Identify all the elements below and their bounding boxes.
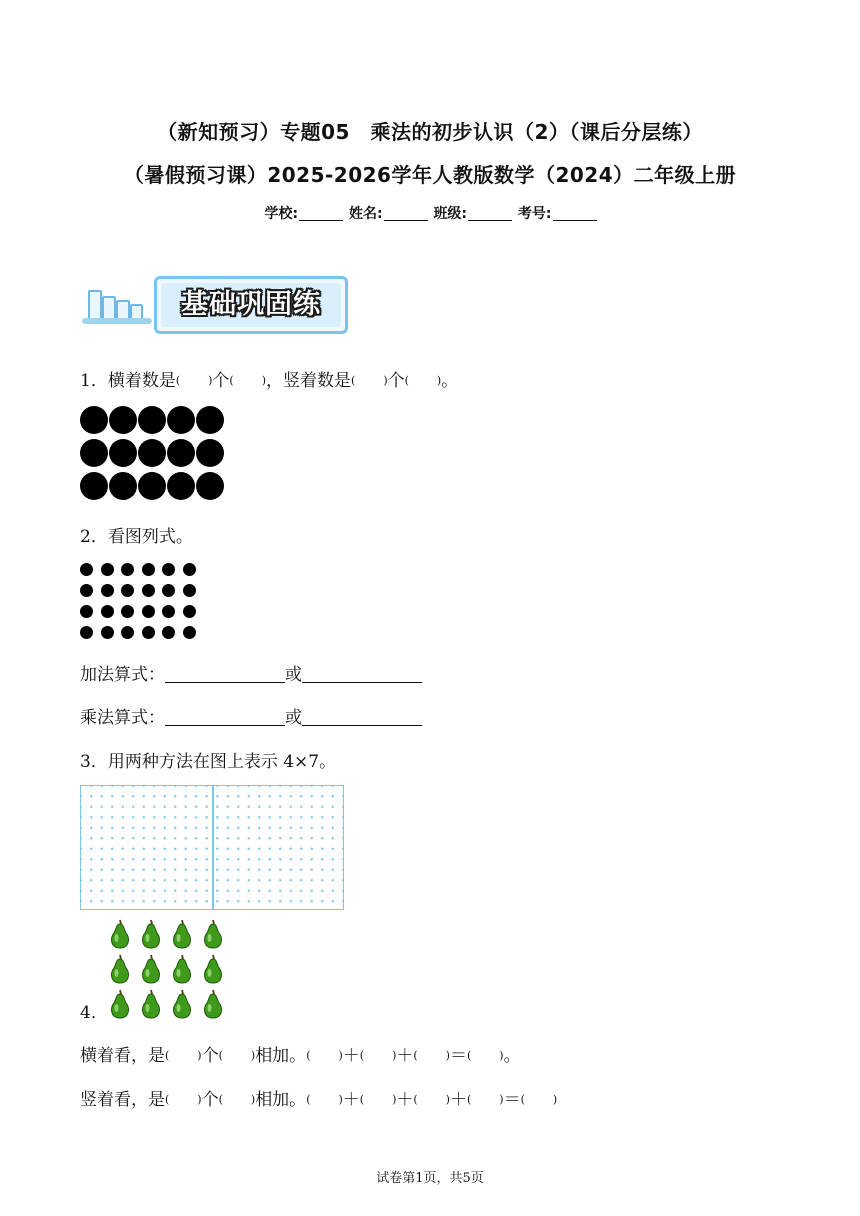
small-dot: [121, 626, 134, 639]
exam-number-field[interactable]: [553, 206, 597, 221]
answer-blank[interactable]: ( ): [175, 374, 213, 387]
q4-text: 竖着看，是: [80, 1090, 165, 1110]
grid-divider: [212, 786, 214, 909]
big-dot: [196, 472, 224, 500]
q2-prompt: 2．看图列式。: [80, 527, 193, 547]
addition-blank-1[interactable]: [165, 666, 285, 683]
small-dot: [183, 626, 196, 639]
big-dot: [196, 439, 224, 467]
pear-icon: [107, 918, 133, 950]
or-text: 或: [285, 665, 302, 685]
answer-blank[interactable]: ( ): [413, 1093, 450, 1106]
answer-blank[interactable]: ( ): [359, 1093, 397, 1106]
pear-icon: [169, 988, 195, 1020]
big-dot: [138, 472, 166, 500]
title-line-2: （暑假预习课）2025-2026学年人教版数学（2024）二年级上册: [123, 163, 737, 187]
small-dot: [162, 584, 175, 597]
answer-blank[interactable]: ( ): [306, 1093, 343, 1106]
small-dot: [121, 605, 134, 618]
big-dot: [138, 406, 166, 434]
pear-icon: [138, 953, 164, 985]
small-dot: [80, 563, 93, 576]
multiplication-label: 乘法算式：: [80, 708, 165, 728]
pear-icon: [200, 988, 226, 1020]
q4-text: 个: [201, 1046, 219, 1066]
pear-icon: [169, 953, 195, 985]
q4-column-line: [80, 1085, 557, 1110]
small-dot: [142, 584, 155, 597]
small-dot: [80, 626, 93, 639]
addition-blank-2[interactable]: [302, 666, 422, 683]
equals-sign: ＝: [449, 1046, 467, 1066]
book-icon: [116, 300, 130, 320]
big-dot: [167, 406, 195, 434]
small-dot: [162, 563, 175, 576]
q4-text: 个: [201, 1090, 219, 1110]
page-footer: 试卷第1页，共5页: [376, 1171, 484, 1186]
dot-grid-canvas[interactable]: [80, 785, 344, 910]
pear-icon: [169, 918, 195, 950]
q4-text: 横着看，是: [80, 1046, 165, 1066]
small-dot: [101, 605, 114, 618]
big-dot: [167, 472, 195, 500]
class-label: 班级:: [433, 206, 468, 222]
answer-blank[interactable]: ( ): [359, 1049, 397, 1062]
pear-icon: [200, 918, 226, 950]
plus-sign: ＋: [396, 1046, 414, 1066]
name-label: 姓名:: [348, 206, 383, 222]
small-dot: [101, 584, 114, 597]
school-field[interactable]: [299, 206, 343, 221]
small-dot: [183, 584, 196, 597]
q4-text: 相加。: [255, 1090, 307, 1110]
shelf-icon: [82, 318, 152, 324]
big-dot: [109, 406, 137, 434]
answer-blank[interactable]: ( ): [466, 1049, 504, 1062]
big-dot: [167, 439, 195, 467]
class-field[interactable]: [468, 206, 512, 221]
q2-addition-line: [80, 660, 422, 685]
q2-multiplication-line: [80, 703, 422, 728]
q3-prompt: 3．用两种方法在图上表示 4×7。: [80, 752, 337, 772]
answer-blank[interactable]: ( ): [218, 1049, 256, 1062]
pear-icon: [138, 988, 164, 1020]
big-dot: [80, 439, 108, 467]
pear-icon: [138, 918, 164, 950]
q1-text: [80, 366, 458, 391]
exam-number-label: 考号:: [517, 206, 552, 222]
q4-text: 。: [503, 1046, 521, 1066]
addition-label: 加法算式：: [80, 665, 165, 685]
q1-part: 1．横着数是: [80, 371, 176, 391]
big-dot: [196, 406, 224, 434]
big-dot: [109, 439, 137, 467]
big-dot: [80, 406, 108, 434]
q4-text: 相加。: [255, 1046, 307, 1066]
or-text: 或: [285, 708, 302, 728]
answer-blank[interactable]: ( ): [413, 1049, 450, 1062]
book-icon: [102, 296, 116, 320]
q1-part: 个: [212, 371, 230, 391]
small-dot: [162, 626, 175, 639]
small-dot: [121, 584, 134, 597]
small-dot: [162, 605, 175, 618]
small-dot: [183, 605, 196, 618]
answer-blank[interactable]: ( ): [229, 374, 267, 387]
answer-blank[interactable]: ( ): [165, 1093, 202, 1106]
q4-row-line: [80, 1041, 521, 1066]
q4-number: 4．: [80, 1003, 108, 1023]
answer-blank[interactable]: ( ): [466, 1093, 504, 1106]
student-info-row: [0, 203, 860, 223]
title-line-1: （新知预习）专题05 乘法的初步认识（2）（课后分层练）: [157, 120, 703, 144]
small-dot: [142, 605, 155, 618]
big-dot: [138, 439, 166, 467]
plus-sign: ＋: [342, 1090, 360, 1110]
banner-frame: [154, 276, 348, 334]
small-dot: [101, 563, 114, 576]
book-icon: [88, 290, 102, 320]
plus-sign: ＋: [396, 1090, 414, 1110]
section-banner: [80, 274, 346, 336]
answer-blank[interactable]: ( ): [351, 374, 388, 387]
big-dot: [80, 472, 108, 500]
small-dot: [121, 563, 134, 576]
plus-sign: ＋: [342, 1046, 360, 1066]
name-field[interactable]: [384, 206, 428, 221]
small-dot: [142, 626, 155, 639]
answer-blank[interactable]: ( ): [165, 1049, 202, 1062]
equals-sign: ＝: [503, 1090, 521, 1110]
multiplication-blank-2[interactable]: [302, 709, 422, 726]
pear-icon: [200, 953, 226, 985]
pear-icon: [107, 953, 133, 985]
answer-blank[interactable]: ( ): [306, 1049, 343, 1062]
answer-blank[interactable]: ( ): [404, 374, 442, 387]
small-dot: [80, 584, 93, 597]
answer-blank[interactable]: ( ): [218, 1093, 256, 1106]
banner-text: 基础巩固练: [161, 283, 341, 327]
small-dot: [183, 563, 196, 576]
plus-sign: ＋: [449, 1090, 467, 1110]
q1-part: 个: [387, 371, 405, 391]
school-label: 学校:: [264, 206, 299, 222]
q1-part: 。: [441, 371, 459, 391]
small-dot: [80, 605, 93, 618]
small-dot: [142, 563, 155, 576]
answer-blank[interactable]: ( ): [520, 1093, 558, 1106]
big-dot: [109, 472, 137, 500]
small-dot: [101, 626, 114, 639]
pear-icon: [107, 988, 133, 1020]
multiplication-blank-1[interactable]: [165, 709, 285, 726]
q1-part: ，竖着数是: [266, 371, 352, 391]
